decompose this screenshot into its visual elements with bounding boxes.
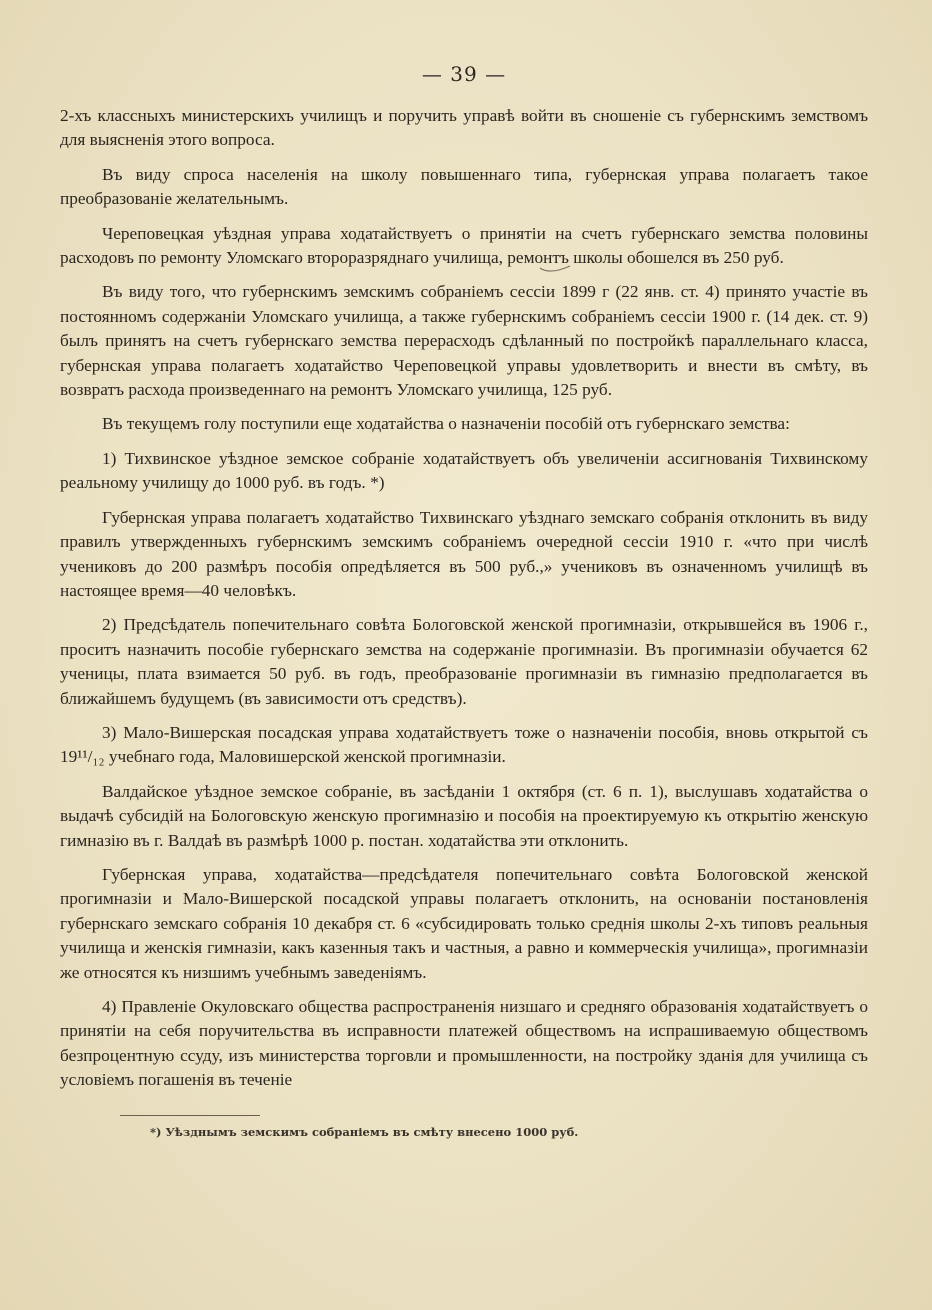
paragraph-10: Валдайское уѣздное земское собраніе, въ засѣданіи 1 октября (ст. 6 п. 1), выслушавъ ходатайства о выдачѣ субсидій на Бологовскую женскую прогимназію и пособія на проектируемую къ открытію женскую гимназію въ г. Валдаѣ въ размѣрѣ 1000 р. постан. ходатайства эти отклонить. xyxy=(60,781,868,850)
page-number: — 39 — xyxy=(421,62,507,86)
paragraph-4: Въ виду того, что губернскимъ земскимъ собраніемъ сессіи 1899 г (22 янв. ст. 4) принято участіе въ постоянномъ содержаніи Уломскаго училища, а также губернскимъ собраніемъ сессіи 1900 г. (14 дек. ст. 9) былъ принятъ на счетъ губернскаго земства перерасходъ сдѣланный по постройкѣ параллельнаго класса, губернская управа полагаетъ ходатайство Череповецкой управы удовлетворить и внести въ смѣту, въ возвратъ расхода произведеннаго на ремонтъ Уломскаго училища, 125 руб. xyxy=(60,282,868,400)
document-page xyxy=(60,62,868,1140)
paragraph-5: Въ текущемъ голу поступили еще ходатайства о назначеніи пособій отъ губернскаго земства: xyxy=(102,414,790,434)
paragraph-11: Губернская управа, ходатайства—предсѣдателя попечительнаго совѣта Бологовской женской прогимназіи и Мало-Вишерской посадской управы полагаетъ отклонить, на основаніи постановленія губернскаго земскаго собранія 10 декабря ст. 6 «субсидировать только среднія школы 2-хъ типовъ реальныя училища и женскія гимназіи, какъ казенныя такъ и частныя, а равно и коммерческія училища», прогимназіи же относятся къ низшимъ учебнымъ заведеніямъ. xyxy=(60,864,868,982)
paragraph-6: 1) Тихвинское уѣздное земское собраніе ходатайствуетъ объ увеличеніи ассигнованія Тихвинскому реальному училищу до 1000 руб. въ годъ. *) xyxy=(60,448,868,493)
paragraph-8: 2) Предсѣдатель попечительнаго совѣта Бологовской женской прогимназіи, открывшейся въ 1906 г., проситъ назначить пособіе губернскаго земства на содержаніе прогимназіи. Въ прогимназіи обучается 62 ученицы, плата взимается 50 руб. въ годъ, преобразованіе прогимназіи въ гимназію предполагается въ ближайшемъ будущемъ (въ зависимости отъ средствъ). xyxy=(60,615,868,708)
footnote: *) Уѣзднымъ земскимъ собраніемъ въ смѣту внесено 1000 руб. xyxy=(150,1124,579,1139)
pencil-tick-mark xyxy=(538,264,572,276)
paragraph-1: 2-хъ классныхъ министерскихъ училищъ и поручить управѣ войти въ сношеніе съ губернскимъ земствомъ для выясненія этого вопроса. xyxy=(60,106,868,150)
paragraph-3: Череповецкая уѣздная управа ходатайствуетъ о принятіи на счетъ губернскаго земства половины расходовъ по ремонту Уломскаго второразряднаго училища, ремонтъ школы обошелся въ 250 руб. xyxy=(60,223,868,268)
footnote-divider xyxy=(120,1115,260,1116)
paragraph-2: Въ виду спроса населенія на школу повышеннаго типа, губернская управа полагаетъ такое преобразованіе желательнымъ. xyxy=(60,164,868,209)
paragraph-9: 3) Мало-Вишерская посадская управа ходатайствуетъ тоже о назначеніи пособія, вновь открытой съ 19¹¹/₁₂ учебнаго года, Маловишерской женской прогимназіи. xyxy=(60,722,868,767)
paragraph-12: 4) Правленіе Окуловскаго общества распространенія низшаго и средняго образованія ходатайствуетъ о принятіи на себя поручительства въ исправности платежей обществомъ на испрашиваемую обществомъ безпроцентную ссуду, изъ министерства торговли и промышленности, на постройку зданія для училища съ условіемъ погашенія въ теченіе xyxy=(60,997,868,1090)
paragraph-7: Губернская управа полагаетъ ходатайство Тихвинскаго уѣзднаго земскаго собранія отклонить въ виду правилъ утвержденныхъ губернскимъ земскимъ собраніемъ очередной сессіи 1910 г. «что при числѣ учениковъ до 200 размѣръ пособія опредѣляется въ 500 руб.,» учениковъ въ означенномъ училищѣ въ настоящее время—40 человѣкъ. xyxy=(60,507,868,600)
